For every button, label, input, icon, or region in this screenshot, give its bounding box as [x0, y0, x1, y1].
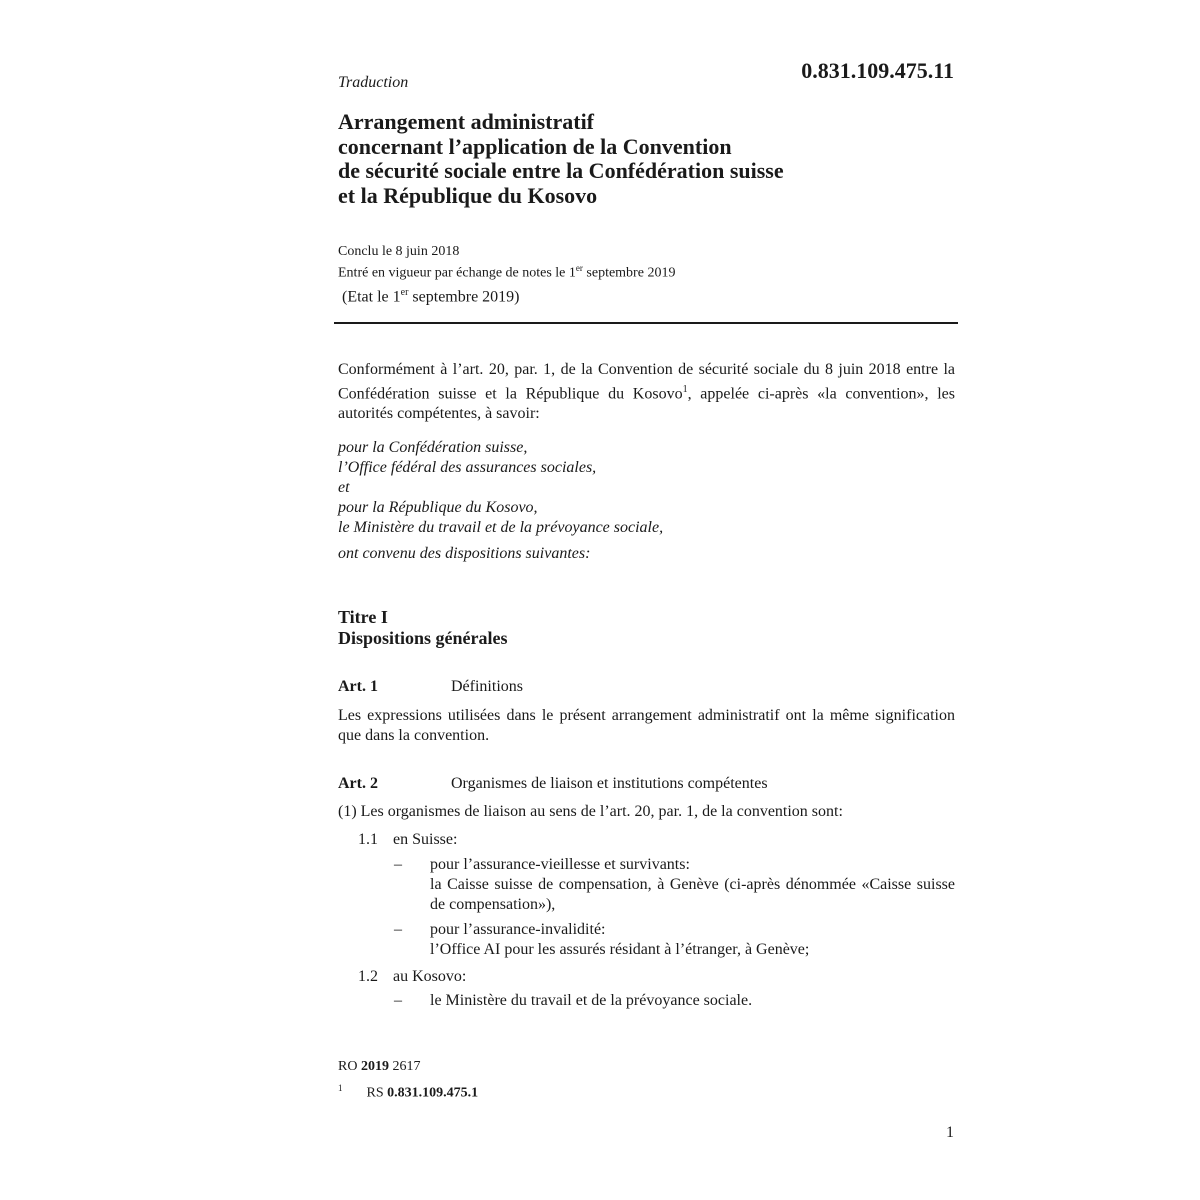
list-dash: – [394, 992, 402, 1009]
party-line: et [338, 479, 350, 496]
footnote-prefix: RS [366, 1085, 388, 1101]
subsection-label: en Suisse: [393, 831, 458, 848]
status-superscript: er [400, 286, 409, 298]
title-line: Arrangement administratif [338, 109, 595, 134]
ro-page: 2617 [388, 1059, 421, 1074]
concluded-date: Conclu le 8 juin 2018 [338, 244, 460, 259]
entry-into-force [338, 260, 958, 282]
article-2-heading [338, 774, 958, 794]
list-item-heading: pour l’assurance-invalidité: [430, 921, 606, 938]
article-title: Organismes de liaison et institutions compétentes [451, 775, 768, 792]
footnote-reference[interactable]: 1 [682, 384, 688, 395]
sr-number: 0.831.109.475.11 [801, 58, 954, 83]
list-item-detail: l’Office AI pour les assurés résidant à l’étranger, à Genève; [430, 941, 810, 958]
ro-year: 2019 [360, 1059, 389, 1074]
subsection-label: au Kosovo: [393, 968, 467, 985]
party-line: le Ministère du travail et de la prévoyance sociale, [338, 519, 664, 536]
document-title [338, 110, 958, 208]
article-2-paragraph-1: (1) Les organismes de liaison au sens de l’art. 20, par. 1, de la convention sont: [338, 803, 843, 820]
title-line: et la République du Kosovo [338, 182, 598, 208]
entry-text: Entré en vigueur par échange de notes le 1 [338, 265, 576, 281]
party-line: pour la République du Kosovo, [338, 499, 538, 516]
list-item [430, 855, 955, 915]
title-divider [334, 322, 958, 324]
list-dash: – [394, 921, 402, 938]
party-line: pour la Confédération suisse, [338, 439, 528, 456]
status-text: (Etat le 1 [342, 287, 401, 305]
page-number: 1 [946, 1124, 954, 1141]
title-name: Dispositions générales [338, 628, 508, 648]
list-dash: – [394, 856, 402, 873]
article-title: Définitions [451, 678, 523, 695]
footnote [338, 1079, 478, 1103]
translation-label: Traduction [338, 74, 409, 91]
intro-text: Conformément à l’art. 20, par. 1, de la Convention de sécurité sociale du 8 juin 2018 entre la Confédération suisse et la République du Kosovo [338, 361, 955, 403]
official-compilation-reference [338, 1058, 420, 1076]
title-line: concernant l’application de la Convention [338, 133, 732, 159]
article-number: Art. 1 [338, 678, 378, 695]
party-line: l’Office fédéral des assurances sociales, [338, 459, 597, 476]
footnote-number: 1 [338, 1083, 343, 1093]
document-metadata [338, 243, 958, 305]
title-number: Titre I [338, 607, 388, 627]
entry-text-end: septembre 2019 [582, 265, 676, 281]
list-item-heading: pour l’assurance-vieillesse et survivants: [430, 856, 690, 873]
ro-prefix: RO [338, 1059, 361, 1074]
entry-superscript: er [575, 263, 583, 273]
intro-paragraph [338, 360, 955, 424]
article-number: Art. 2 [338, 775, 378, 792]
footnote-sr-reference[interactable]: 0.831.109.475.1 [387, 1085, 479, 1101]
title-line: de sécurité sociale entre la Confédération suisse [338, 158, 784, 183]
list-item [430, 991, 955, 1011]
contracting-parties [338, 438, 955, 564]
intro-text-end: , appelée ci-après «la convention», les autorités compétentes, à savoir: [338, 385, 955, 423]
article-1-body: Les expressions utilisées dans le présent arrangement administratif ont la même signification que dans la convention. [338, 707, 955, 744]
subsection-number: 1.1 [358, 831, 378, 848]
list-item [430, 920, 955, 960]
status-text-end: septembre 2019) [408, 287, 520, 305]
list-item-heading: le Ministère du travail et de la prévoyance sociale. [430, 992, 753, 1009]
list-item-detail: la Caisse suisse de compensation, à Genève (ci-après dénommée «Caisse suisse de compensation»), [430, 876, 955, 913]
article-1-heading [338, 677, 958, 697]
agreed-line: ont convenu des dispositions suivantes: [338, 545, 591, 562]
subsection-number: 1.2 [358, 968, 378, 985]
status-date [342, 284, 958, 305]
title-section-heading [338, 607, 508, 649]
